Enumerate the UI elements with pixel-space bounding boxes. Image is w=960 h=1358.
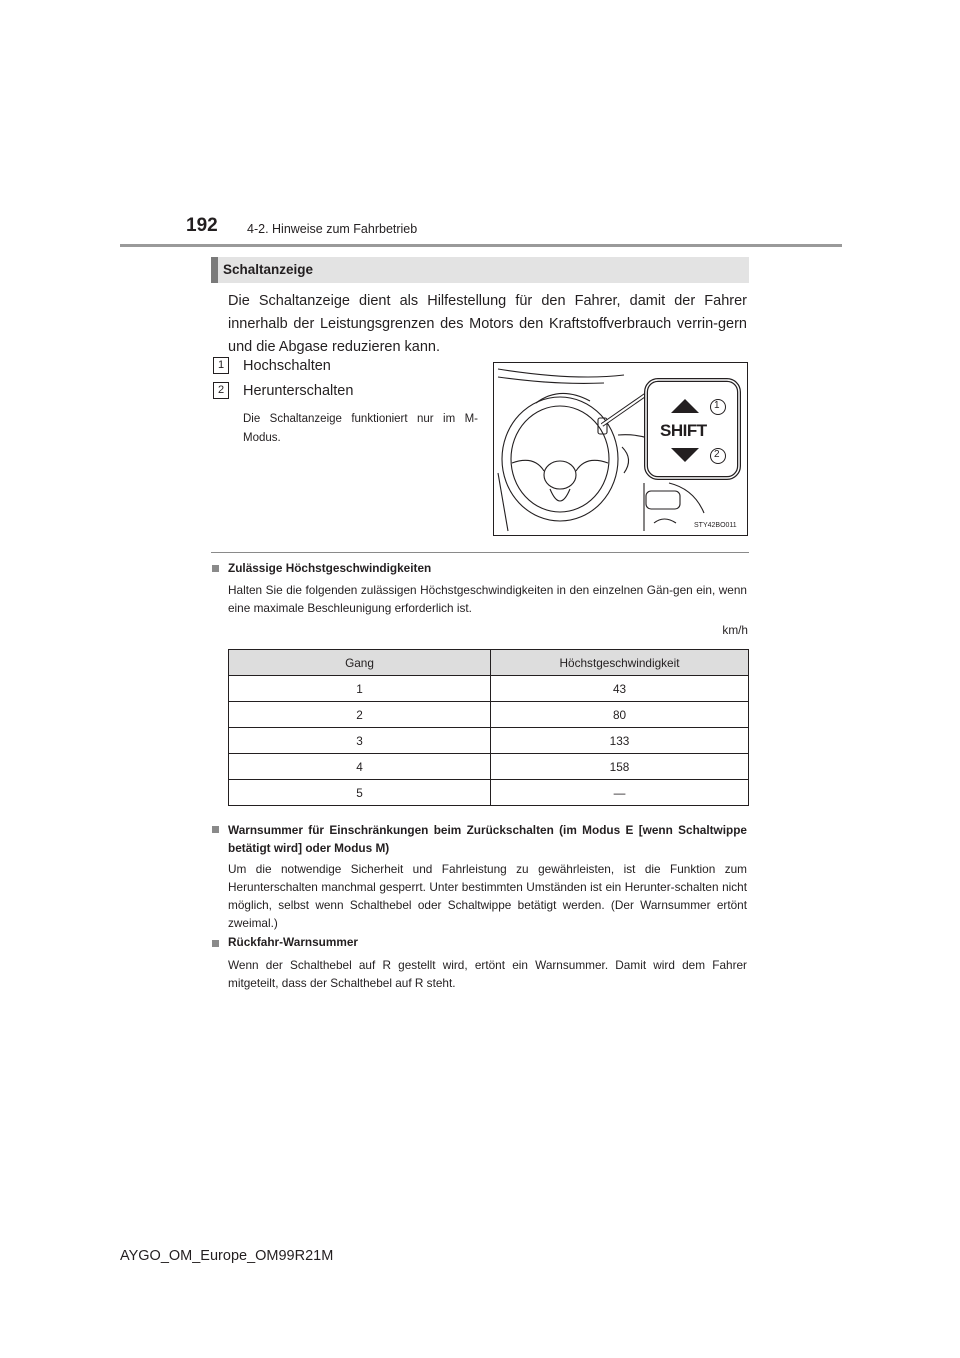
table-row: [229, 702, 749, 728]
gear-cell: 3: [229, 728, 491, 754]
dashboard-drawing: [494, 363, 746, 534]
gear-cell: 1: [229, 676, 491, 702]
item-label-downshift: Herunterschalten: [243, 383, 354, 399]
gear-cell: 5: [229, 780, 491, 806]
gear-cell: 2: [229, 702, 491, 728]
item-number-badge: 2: [213, 382, 229, 399]
speed-section-text: Halten Sie die folgenden zulässigen Höchstgeschwindigkeiten in den einzelnen Gän-gen ein, wenn eine maximale Beschleunigung erforderlich ist.: [228, 583, 747, 615]
table-row: [229, 728, 749, 754]
intro-paragraph: Die Schaltanzeige dient als Hilfestellung für den Fahrer, damit der Fahrer innerhalb der Leistungsgrenzen des Motors den Kraftstoffverbrauch verrin-gern und die Abgase reduzieren kann.: [228, 293, 747, 355]
note-text: Die Schaltanzeige funktioniert nur im M-Modus.: [243, 413, 478, 444]
bullet-square: [212, 565, 219, 572]
column-header-max-speed: Höchstgeschwindigkeit: [491, 650, 749, 676]
warn-section-text: Um die notwendige Sicherheit und Fahrleistung zu gewährleisten, ist die Funktion zum Herunterschalten manchmal gesperrt. Unter bestimmten Umständen ist ein Herunter-schalten nicht möglich, selbst wenn Schalthebel oder Schaltwippe betätigt werden. (Der Warnsummer ertönt zweimal.): [228, 862, 747, 930]
speed-cell: —: [491, 780, 749, 806]
heading-title: Schaltanzeige: [223, 262, 314, 277]
speed-table: [228, 649, 749, 806]
bullet-square: [212, 940, 219, 947]
item-label-upshift: Hochschalten: [243, 358, 331, 374]
section-header: 4-2. Hinweise zum Fahrbetrieb: [247, 222, 418, 236]
callout-number-1: 1: [714, 400, 720, 411]
speed-cell: 158: [491, 754, 749, 780]
footer-doc-id: AYGO_OM_Europe_OM99R21M: [120, 1248, 334, 1264]
dashboard-illustration: [493, 362, 748, 536]
reverse-section-text: Wenn der Schalthebel auf R gestellt wird, ertönt ein Warnsummer. Damit wird dem Fahrer mitgeteilt, dass der Schalthebel auf R steht.: [228, 958, 747, 990]
page-number: 192: [186, 215, 218, 236]
table-row: [229, 754, 749, 780]
speed-section-title: Zulässige Höchstgeschwindigkeiten: [228, 561, 432, 575]
column-header-gear: Gang: [229, 650, 491, 676]
gear-cell: 4: [229, 754, 491, 780]
bullet-square: [212, 826, 219, 833]
speed-unit: km/h: [722, 623, 748, 637]
table-row: [229, 676, 749, 702]
header-rule: [120, 244, 842, 247]
figure-code: STY42BO011: [694, 522, 737, 529]
shift-label: SHIFT: [660, 421, 707, 440]
table-row: [229, 780, 749, 806]
table-header-row: [229, 650, 749, 676]
speed-cell: 43: [491, 676, 749, 702]
callout-number-2: 2: [714, 449, 720, 460]
item-number-badge: 1: [213, 357, 229, 374]
section-heading: [211, 257, 749, 283]
speed-cell: 80: [491, 702, 749, 728]
speed-cell: 133: [491, 728, 749, 754]
section-divider: [211, 552, 749, 553]
heading-marker: [211, 257, 218, 283]
reverse-section-title: Rückfahr-Warnsummer: [228, 935, 359, 949]
warn-section-title: Warnsummer für Einschränkungen beim Zurückschalten (im Modus E [wenn Schaltwippe betätigt wird] oder Modus M): [228, 823, 747, 855]
